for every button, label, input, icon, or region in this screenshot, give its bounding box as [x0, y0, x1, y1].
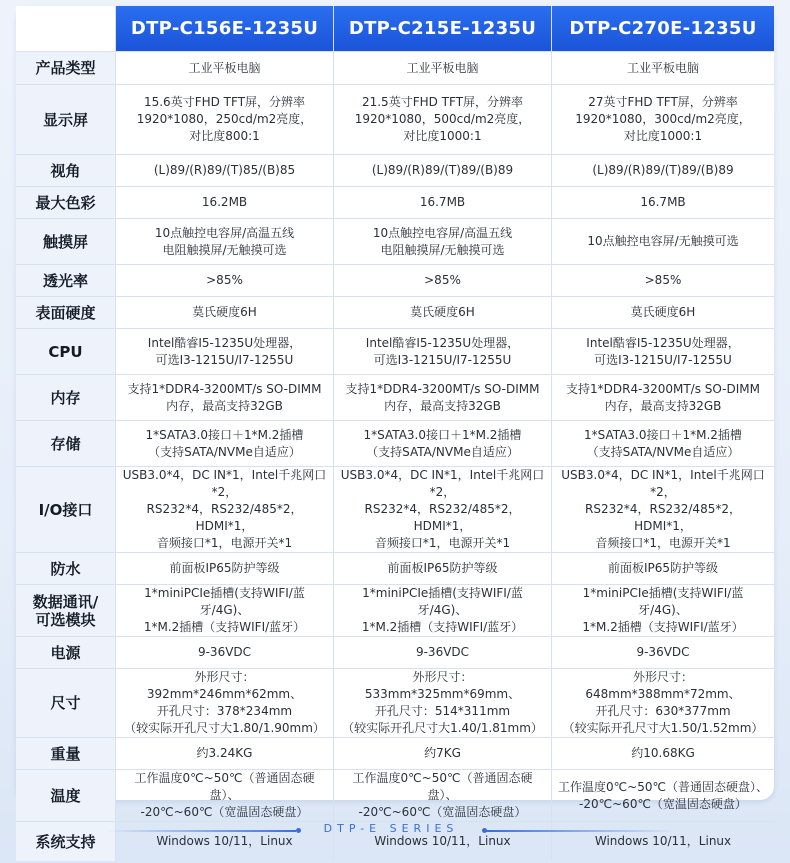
spec-label: [16, 155, 116, 187]
spec-value-line: 1*SATA3.0接口＋1*M.2插槽: [584, 427, 742, 442]
spec-value: [334, 187, 552, 219]
spec-value-line: （较实际开孔尺寸大1.50/1.52mm）: [562, 721, 764, 735]
spec-value-line: 约10.68KG: [631, 746, 695, 760]
spec-label-line: 触摸屏: [42, 232, 88, 251]
spec-value-line: >85%: [644, 273, 682, 287]
spec-value-line: 工作温度0℃~50℃（普通固态硬盘）、: [558, 779, 768, 794]
spec-value-line: 可选I3-1215U/I7-1255U: [373, 352, 512, 367]
spec-value-line: >85%: [206, 273, 243, 287]
spec-value-line: 内存，最高支持32GB: [604, 398, 722, 413]
spec-value: [552, 585, 774, 637]
spec-value: [552, 219, 774, 265]
spec-row: [16, 265, 774, 297]
spec-value-line: -20℃~60℃（宽温固态硬盘）: [140, 805, 309, 819]
spec-row: [16, 738, 774, 770]
spec-value: [334, 219, 552, 265]
spec-value-line: RS232*4，RS232/485*2，HDMI*1，: [585, 502, 741, 533]
spec-label: [16, 553, 116, 585]
spec-value-line: 1*SATA3.0接口＋1*M.2插槽: [363, 427, 522, 442]
series-footer: [0, 822, 790, 840]
spec-label-line: 电源: [50, 643, 81, 662]
spec-value: [116, 421, 334, 467]
spec-label: [16, 52, 116, 85]
spec-value: [334, 738, 552, 770]
spec-row: [16, 375, 774, 421]
spec-value-line: 支持1*DDR4-3200MT/s SO-DIMM: [127, 381, 322, 396]
model-header: DTP-C215E-1235U: [334, 6, 552, 52]
spec-value-line: 可选I3-1215U/I7-1255U: [594, 352, 732, 367]
spec-value-line: 音频接口*1，电源开关*1: [156, 536, 293, 550]
spec-value-line: Intel酷睿I5-1235U处理器，: [365, 335, 520, 350]
spec-value-line: 1920*1080，250cd/m2亮度，: [136, 112, 313, 126]
spec-value-line: 前面板IP65防护等级: [387, 561, 498, 575]
spec-row: [16, 421, 774, 467]
spec-value-line: 1*SATA3.0接口＋1*M.2插槽: [145, 427, 304, 442]
spec-value: [552, 155, 774, 187]
spec-row: [16, 770, 774, 822]
spec-row: [16, 187, 774, 219]
spec-value-line: 开孔尺寸：630*377mm: [595, 704, 731, 718]
spec-value-line: 电阻触摸屏/无触摸可选: [380, 242, 505, 257]
spec-label: [16, 375, 116, 421]
spec-row: [16, 669, 774, 738]
spec-value-line: 约3.24KG: [196, 746, 253, 760]
spec-value: [552, 375, 774, 421]
spec-value: [552, 637, 774, 669]
spec-label-line: 视角: [50, 161, 81, 180]
spec-row: [16, 85, 774, 155]
spec-label: [16, 770, 116, 822]
spec-value-line: 开孔尺寸：378*234mm: [156, 704, 293, 718]
spec-value-line: （较实际开孔尺寸大1.40/1.81mm）: [342, 721, 543, 735]
spec-value-line: Windows 10/11，Linux: [374, 834, 511, 848]
spec-row: [16, 329, 774, 375]
spec-row: [16, 467, 774, 553]
spec-label: [16, 85, 116, 155]
spec-value: [552, 467, 774, 553]
spec-value: [552, 553, 774, 585]
spec-label: [16, 637, 116, 669]
spec-value-line: 外形尺寸：392mm*246mm*62mm、: [146, 670, 303, 701]
spec-value-line: 工业平板电脑: [406, 60, 479, 75]
spec-value-line: 21.5英寸FHD TFT屏，分辨率: [361, 95, 524, 109]
spec-value: [334, 770, 552, 822]
spec-value-line: 外形尺寸：648mm*388mm*72mm、: [585, 670, 741, 701]
spec-value: [552, 85, 774, 155]
spec-value-line: 27英寸FHD TFT屏，分辨率: [588, 95, 738, 109]
spec-value-line: 莫氏硬度6H: [192, 305, 257, 319]
spec-value-line: Windows 10/11，Linux: [156, 834, 293, 848]
spec-value: [552, 669, 774, 738]
spec-label-line: I/O接口: [38, 500, 93, 519]
spec-value: [334, 329, 552, 375]
spec-value-line: 约7KG: [424, 746, 461, 760]
spec-value-line: 9-36VDC: [636, 645, 690, 659]
spec-value: [552, 738, 774, 770]
spec-value: [552, 52, 774, 85]
spec-label: [16, 187, 116, 219]
spec-value-line: 内存，最高支持32GB: [166, 398, 283, 413]
series-label: DTP-E SERIES: [323, 822, 459, 835]
spec-value-line: (L)89/(R)89/(T)85/(B)85: [153, 163, 296, 177]
spec-label-line: 可选模块: [35, 610, 96, 629]
spec-value: [116, 219, 334, 265]
spec-value-line: （较实际开孔尺寸大1.80/1.90mm）: [124, 721, 325, 735]
spec-row: [16, 585, 774, 637]
spec-value-line: 工业平板电脑: [188, 60, 261, 75]
spec-value-line: 对比度800:1: [189, 129, 260, 143]
spec-value-line: 9-36VDC: [415, 645, 470, 659]
spec-value-line: 9-36VDC: [197, 645, 252, 659]
spec-value-line: （支持SATA/NVMe自适应）: [586, 444, 740, 459]
spec-value-line: 莫氏硬度6H: [630, 305, 696, 319]
spec-value: [552, 187, 774, 219]
spec-value: [334, 669, 552, 738]
spec-value-line: 10点触控电容屏/无触摸可选: [587, 234, 739, 248]
spec-value-line: （支持SATA/NVMe自适应）: [366, 444, 519, 459]
spec-value-line: Intel酷睿I5-1235U处理器，: [586, 335, 740, 350]
spec-row: [16, 155, 774, 187]
spec-value-line: 开孔尺寸：514*311mm: [374, 704, 511, 718]
spec-value-line: 1*miniPCIe插槽(支持WIFI/蓝牙/4G)、: [582, 586, 744, 617]
spec-value-line: USB3.0*4，DC IN*1，Intel千兆网口*2，: [122, 468, 327, 499]
spec-value-line: 莫氏硬度6H: [410, 305, 475, 319]
spec-value-line: 16.7MB: [640, 195, 686, 209]
spec-label-line: CPU: [48, 342, 83, 361]
spec-value: [552, 329, 774, 375]
spec-value: [116, 265, 334, 297]
spec-value: [334, 585, 552, 637]
spec-value-line: 16.7MB: [419, 195, 466, 209]
spec-value: [116, 553, 334, 585]
spec-value: [116, 770, 334, 822]
spec-label: [16, 265, 116, 297]
spec-value-line: 1*M.2插槽（支持WIFI/蓝牙）: [361, 620, 524, 634]
spec-label-line: 最大色彩: [35, 193, 96, 212]
spec-value-line: （支持SATA/NVMe自适应）: [148, 444, 301, 459]
spec-label-line: 内存: [50, 388, 81, 407]
spec-value-line: 前面板IP65防护等级: [607, 561, 719, 575]
spec-value-line: 可选I3-1215U/I7-1255U: [155, 352, 294, 367]
spec-value-line: 10点触控电容屏/高温五线: [372, 225, 513, 240]
spec-row: [16, 637, 774, 669]
spec-value-line: 电阻触摸屏/无触摸可选: [162, 242, 287, 257]
spec-label-line: 系统支持: [35, 832, 96, 851]
spec-value-line: 1920*1080，500cd/m2亮度，: [354, 112, 531, 126]
spec-value: [334, 421, 552, 467]
spec-value-line: 支持1*DDR4-3200MT/s SO-DIMM: [566, 381, 760, 396]
spec-label-line: 尺寸: [50, 694, 81, 712]
spec-value-line: 1*M.2插槽（支持WIFI/蓝牙）: [582, 620, 744, 634]
spec-value-line: 内存，最高支持32GB: [384, 398, 501, 413]
spec-label-line: 显示屏: [42, 110, 88, 129]
spec-value-line: (L)89/(R)89/(T)89/(B)89: [592, 163, 734, 177]
spec-value: [116, 467, 334, 553]
spec-value-line: 1*M.2插槽（支持WIFI/蓝牙）: [143, 620, 306, 634]
footer-divider-left: [106, 830, 296, 832]
spec-value-line: 15.6英寸FHD TFT屏，分辨率: [143, 95, 306, 109]
footer-dot-left: [296, 828, 301, 833]
spec-value: [334, 52, 552, 85]
spec-value-line: 工作温度0℃~50℃（普通固态硬盘）、: [134, 771, 315, 802]
spec-value: [116, 329, 334, 375]
spec-value-line: 音频接口*1，电源开关*1: [595, 536, 731, 550]
spec-label-line: 表面硬度: [35, 303, 96, 322]
spec-label-line: 透光率: [42, 271, 88, 290]
spec-value-line: >85%: [424, 273, 461, 287]
spec-row: [16, 553, 774, 585]
spec-value-line: USB3.0*4，DC IN*1，Intel千兆网口*2，: [561, 468, 765, 499]
spec-row: [16, 52, 774, 85]
spec-value-line: 工业平板电脑: [626, 60, 699, 75]
spec-value-line: 支持1*DDR4-3200MT/s SO-DIMM: [345, 381, 540, 396]
spec-value-line: 1*miniPCIe插槽(支持WIFI/蓝牙/4G)、: [144, 586, 305, 617]
spec-row: [16, 297, 774, 329]
spec-value-line: 音频接口*1，电源开关*1: [374, 536, 511, 550]
spec-label: [16, 467, 116, 553]
spec-label: [16, 421, 116, 467]
spec-value: [116, 637, 334, 669]
spec-label-line: 产品类型: [35, 59, 96, 77]
spec-label-line: 重量: [50, 744, 81, 763]
footer-divider-right: [486, 830, 676, 832]
spec-value: [334, 553, 552, 585]
spec-value-line: RS232*4，RS232/485*2，HDMI*1，: [364, 502, 521, 533]
spec-label: [16, 219, 116, 265]
spec-value: [334, 467, 552, 553]
spec-value: [552, 265, 774, 297]
spec-value-line: 工作温度0℃~50℃（普通固态硬盘）、: [352, 771, 533, 802]
spec-value-line: 对比度1000:1: [403, 129, 482, 143]
spec-value-line: 10点触控电容屏/高温五线: [154, 225, 295, 240]
spec-value: [334, 155, 552, 187]
spec-value-line: 16.2MB: [201, 195, 248, 209]
spec-value: [334, 265, 552, 297]
spec-label-line: 温度: [50, 786, 81, 805]
spec-value-line: Intel酷睿I5-1235U处理器，: [147, 335, 302, 350]
spec-body: [16, 52, 774, 861]
spec-label-line: 存储: [50, 434, 81, 453]
spec-label: [16, 738, 116, 770]
spec-label: [16, 297, 116, 329]
header-corner: [16, 6, 116, 52]
spec-value: [116, 585, 334, 637]
spec-value: [116, 187, 334, 219]
spec-value-line: -20℃~60℃（宽温固态硬盘）: [579, 796, 747, 811]
spec-value-line: 外形尺寸：533mm*325mm*69mm、: [364, 670, 521, 701]
spec-value: [334, 375, 552, 421]
spec-value: [116, 155, 334, 187]
spec-value: [116, 669, 334, 738]
spec-value: [116, 85, 334, 155]
spec-label-line: 数据通讯/: [32, 592, 99, 611]
model-header: DTP-C270E-1235U: [552, 6, 774, 52]
spec-value: [552, 770, 774, 822]
spec-row: [16, 219, 774, 265]
spec-label: [16, 669, 116, 738]
spec-value: [116, 297, 334, 329]
spec-value-line: -20℃~60℃（宽温固态硬盘）: [358, 805, 527, 819]
spec-value-line: 对比度1000:1: [623, 129, 703, 143]
spec-value-line: 前面板IP65防护等级: [169, 561, 280, 575]
spec-value: [334, 637, 552, 669]
spec-label-line: 防水: [50, 559, 81, 578]
spec-value: [116, 52, 334, 85]
spec-value-line: Windows 10/11，Linux: [594, 834, 732, 848]
spec-table: [16, 6, 774, 861]
spec-value-line: 1920*1080，300cd/m2亮度，: [575, 112, 751, 126]
spec-value: [334, 85, 552, 155]
spec-value: [334, 297, 552, 329]
spec-label: [16, 585, 116, 637]
spec-value-line: RS232*4，RS232/485*2，HDMI*1，: [146, 502, 303, 533]
model-header: DTP-C156E-1235U: [116, 6, 334, 52]
spec-label: [16, 329, 116, 375]
header-row: [16, 6, 774, 52]
spec-value-line: 1*miniPCIe插槽(支持WIFI/蓝牙/4G)、: [362, 586, 523, 617]
spec-value-line: (L)89/(R)89/(T)89/(B)89: [371, 163, 514, 177]
spec-value-line: USB3.0*4，DC IN*1，Intel千兆网口*2，: [340, 468, 545, 499]
spec-value: [552, 421, 774, 467]
spec-value: [552, 297, 774, 329]
spec-value: [116, 738, 334, 770]
spec-value: [116, 375, 334, 421]
